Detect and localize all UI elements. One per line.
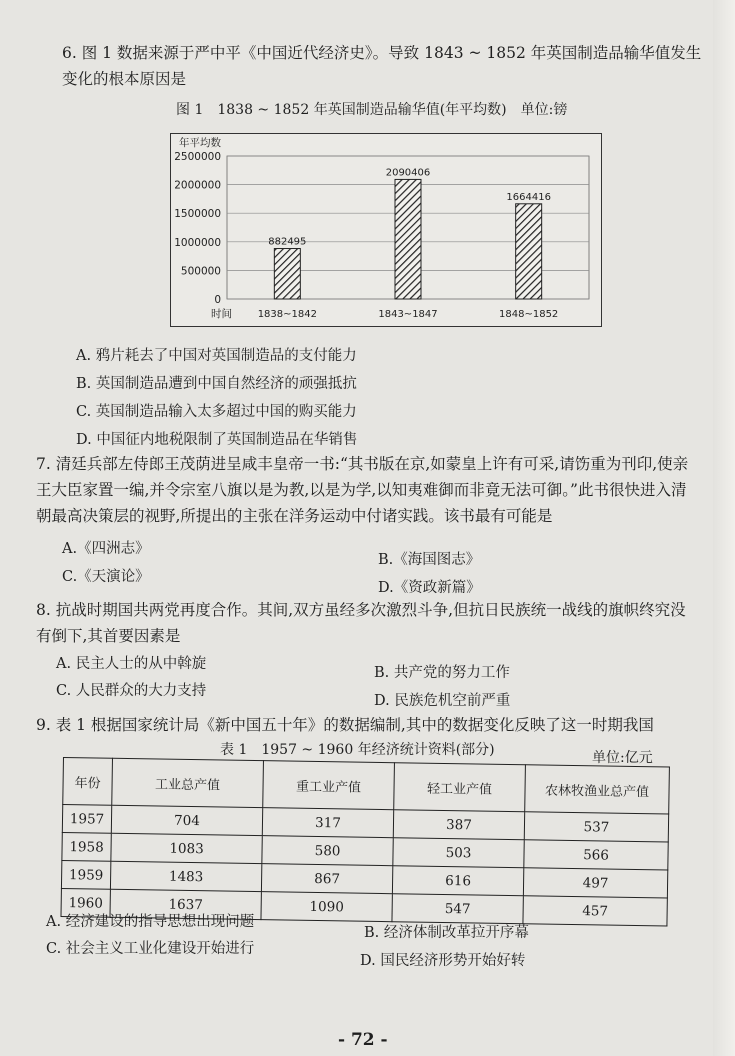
x-tick-label: 1838~1842 (257, 309, 317, 320)
table-cell: 580 (262, 836, 393, 866)
q8-option-b: B. 共产党的努力工作 (374, 665, 510, 681)
x-tick-label: 1843~1847 (378, 309, 438, 320)
table-cell: 616 (392, 866, 523, 896)
table-cell: 317 (262, 808, 393, 838)
table-cell: 1959 (61, 860, 110, 889)
table-cell: 497 (523, 868, 667, 898)
table-cell: 704 (111, 805, 262, 835)
q7-option-d: D.《资政新篇》 (378, 580, 481, 596)
y-tick-label: 0 (214, 294, 221, 306)
y-axis-label: 年平均数 (179, 137, 221, 149)
bar (395, 179, 421, 299)
figure-1-chart-frame (170, 133, 602, 327)
figure-1-bar-chart (171, 134, 601, 326)
table-cell: 1957 (62, 805, 111, 834)
question-7-stem: 7. 清廷兵部左侍郎王茂荫进呈咸丰皇帝一书:“其书版在京,如蒙皇上许有可采,请饬重为刊印,使亲王大臣家置一编,并令宗室八旗以是为教,以是为学,以知夷难御而非竟无法可御。”此书很快进入清朝最高决策层的视野,所提出的主张在洋务运动中付诸实践。该书最有可能是 (36, 455, 689, 525)
q7-option-a: A.《四洲志》 (62, 541, 150, 557)
x-tick-label: 1848~1852 (499, 309, 559, 320)
q6-option-d: D. 中国征内地税限制了英国制造品在华销售 (76, 432, 358, 448)
bar (274, 249, 300, 299)
q9-option-d: D. 国民经济形势开始好转 (360, 953, 526, 969)
table-header-cell: 农林牧渔业总产值 (525, 765, 670, 814)
q6-option-b: B. 英国制造品遭到中国自然经济的顽强抵抗 (76, 376, 357, 392)
table-header-cell: 轻工业产值 (394, 763, 526, 812)
table-header-cell: 工业总产值 (112, 758, 264, 807)
table-header-cell: 重工业产值 (263, 761, 395, 810)
binding-gutter (713, 0, 735, 1056)
table-cell: 1637 (110, 889, 261, 919)
table-header-cell: 年份 (63, 758, 113, 806)
table-cell: 503 (393, 838, 524, 868)
table-cell: 1083 (111, 833, 262, 863)
table-cell: 547 (392, 894, 523, 924)
bar-value-label: 2090406 (385, 167, 431, 179)
bar-value-label: 882495 (268, 236, 307, 248)
q7-option-c: C.《天演论》 (62, 569, 150, 585)
question-9-stem: 9. 表 1 根据国家统计局《新中国五十年》的数据编制,其中的数据变化反映了这一时期我国 (36, 716, 654, 734)
table-cell: 1090 (261, 892, 392, 922)
y-tick-label: 2500000 (174, 151, 221, 163)
q6-option-c: C. 英国制造品输入太多超过中国的购买能力 (76, 404, 357, 420)
table-cell: 537 (524, 812, 668, 842)
page-number: - 72 - (338, 1030, 388, 1050)
y-tick-label: 2000000 (174, 179, 221, 192)
x-axis-label: 时间 (211, 308, 232, 320)
figure-1-caption: 图 1 1838 ~ 1852 年英国制造品输华值(年平均数) 单位:镑 (176, 102, 568, 118)
table-cell: 1958 (62, 832, 111, 861)
q8-option-d: D. 民族危机空前严重 (374, 693, 511, 709)
table-cell: 867 (261, 864, 392, 894)
bar-value-label: 1664416 (506, 191, 551, 203)
y-tick-label: 500000 (180, 265, 221, 278)
table-cell: 1483 (110, 861, 261, 891)
table-1-caption: 表 1 1957 ~ 1960 年经济统计资料(部分) (220, 742, 495, 758)
q6-option-a: A. 鸦片耗去了中国对英国制造品的支付能力 (76, 348, 357, 364)
table-cell: 1960 (61, 888, 110, 917)
q9-option-c: C. 社会主义工业化建设开始进行 (46, 941, 255, 957)
y-tick-label: 1000000 (174, 236, 221, 249)
table-1-unit: 单位:亿元 (592, 750, 653, 766)
q8-option-a: A. 民主人士的从中斡旋 (56, 656, 207, 672)
q8-option-c: C. 人民群众的大力支持 (56, 683, 207, 699)
table-cell: 387 (393, 810, 524, 840)
q9-option-b: B. 经济体制改革拉开序幕 (364, 925, 529, 941)
q9-option-a: A. 经济建设的指导思想出现问题 (46, 914, 255, 930)
table-cell: 566 (524, 840, 668, 870)
question-6-stem: 6. 图 1 数据来源于严中平《中国近代经济史》。导致 1843 ~ 1852 年英国制造品输华值发生变化的根本原因是 (62, 44, 702, 88)
bar (516, 204, 542, 299)
table-1-economic-statistics (60, 757, 669, 927)
y-tick-label: 1500000 (174, 208, 221, 221)
q7-option-b: B.《海国图志》 (378, 552, 481, 568)
table-cell: 457 (523, 896, 667, 926)
question-8-stem: 8. 抗战时期国共两党再度合作。其间,双方虽经多次激烈斗争,但抗日民族统一战线的旗帜终究没有倒下,其首要因素是 (36, 601, 686, 645)
